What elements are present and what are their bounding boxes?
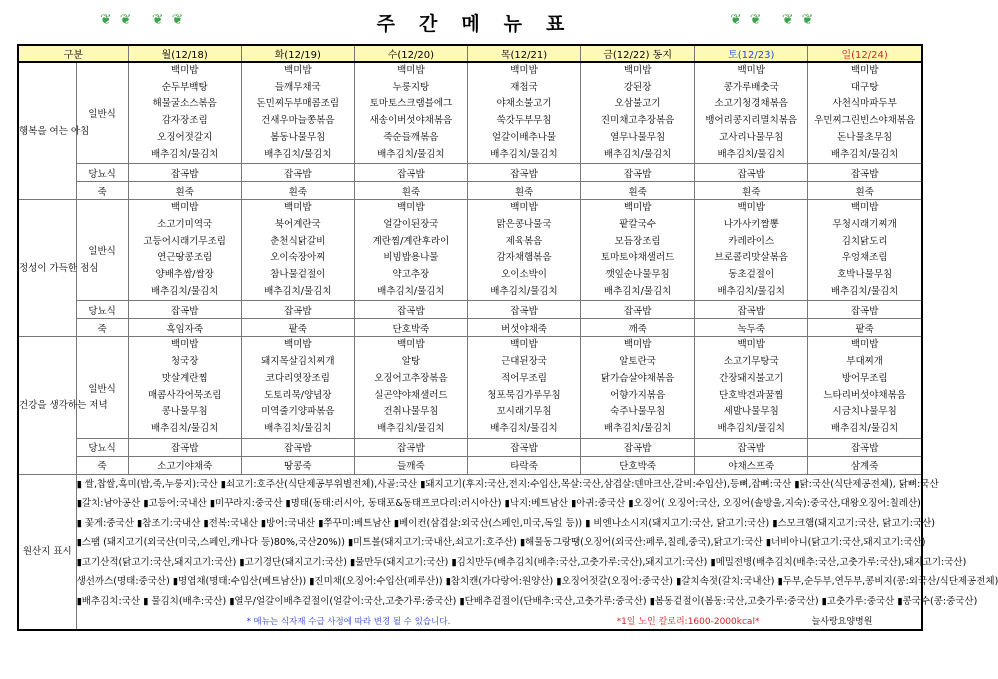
dish-item: 숙주나물무침 — [610, 406, 666, 418]
diabetic-dish: 잡곡밥 — [354, 164, 467, 182]
porridge-dish: 깨죽 — [581, 319, 695, 337]
dish-item: 도토리묵/양념장 — [264, 389, 332, 401]
dish-item: 백미밥 — [623, 202, 652, 214]
dish-item: 실곤약야채샐러드 — [374, 389, 448, 401]
dish-item: 쑥갓두부무침 — [496, 115, 552, 127]
dish-item: 오이소박이 — [501, 269, 547, 281]
dish-item: 사천식마파두부 — [832, 98, 897, 110]
dish-item: 콩나물무침 — [161, 406, 208, 418]
kind-label: 당뇨식 — [76, 301, 128, 319]
diabetic-dish: 잡곡밥 — [241, 438, 354, 456]
dish-item: 백미밥 — [850, 202, 879, 214]
dish-item: 코다리엿장조림 — [265, 372, 330, 384]
dish-item: 비빔밥용나물 — [383, 252, 439, 264]
day-dishes — [241, 337, 354, 438]
porridge-dish: 흰죽 — [467, 182, 580, 200]
dish-item: 얼갈이배추나물 — [491, 131, 557, 143]
porridge-dish: 흰죽 — [695, 182, 808, 200]
kind-label: 일반식 — [76, 200, 128, 301]
kind-label: 죽 — [76, 456, 128, 474]
diabetic-dish: 잡곡밥 — [695, 164, 808, 182]
title-char: 간 — [418, 13, 438, 35]
dish-item: 백미밥 — [737, 339, 765, 351]
day-dishes — [695, 62, 808, 164]
dish-item: 뱅어리콩지리멸치볶음 — [705, 115, 798, 127]
dish-item: 춘천식닭갈비 — [270, 235, 326, 247]
dish-item: 무청시래기찌개 — [832, 218, 897, 230]
dish-item: 오이숙장아찌 — [270, 252, 326, 264]
dish-item: 연근땅콩조림 — [157, 252, 213, 264]
meal-diabetic-row — [18, 438, 922, 456]
origin-row — [18, 474, 922, 630]
kind-label: 당뇨식 — [76, 438, 128, 456]
dish-item: 동초겉절이 — [728, 269, 775, 281]
day-dishes — [808, 200, 922, 301]
day-header: 월(12/18) — [128, 45, 241, 62]
dish-item: 토마토야채샐러드 — [600, 252, 675, 264]
dish-item: 배추김치/물김치 — [150, 285, 219, 297]
meal-porridge-row — [18, 319, 922, 337]
dish-item: 돈민찌두부매콤조림 — [256, 98, 340, 110]
dish-item: 고등어시래기무조림 — [143, 235, 226, 247]
dish-item: 백미밥 — [284, 202, 312, 214]
diabetic-dish: 잡곡밥 — [467, 164, 580, 182]
dish-item: 새송이버섯야채볶음 — [369, 115, 453, 127]
meal-diabetic-row — [18, 164, 922, 182]
dish-item: 배추김치/물김치 — [603, 148, 672, 160]
diabetic-dish: 잡곡밥 — [467, 301, 580, 319]
dish-item: 배추김치/물김치 — [830, 148, 899, 160]
day-dishes — [695, 200, 808, 301]
dish-item: 백미밥 — [623, 65, 652, 76]
dish-item: 백미밥 — [510, 202, 538, 214]
title-char: 주 — [376, 13, 395, 35]
day-dishes — [695, 337, 808, 438]
day-dishes — [354, 337, 467, 438]
menu-change-note: * 메뉴는 식자재 수급 사정에 따라 변경 될 수 있습니다. — [246, 617, 451, 628]
dish-item: 돈나물초무침 — [837, 131, 893, 143]
dish-item: 맛살계란찜 — [161, 372, 208, 384]
day-dishes — [128, 200, 241, 301]
porridge-dish: 야채스프죽 — [695, 456, 808, 474]
porridge-dish: 단호박죽 — [354, 319, 467, 337]
diabetic-dish: 잡곡밥 — [241, 301, 354, 319]
dish-item: 열무나물무침 — [610, 131, 666, 143]
dish-item: 백미밥 — [397, 339, 425, 351]
weekly-menu-table — [17, 44, 998, 631]
dish-item: 야채소불고기 — [496, 98, 552, 110]
dish-item: 건새우마늘쫑볶음 — [261, 115, 335, 127]
dish-item: 방어무조림 — [841, 372, 888, 384]
diabetic-dish: 잡곡밥 — [128, 438, 241, 456]
kind-label: 일반식 — [76, 337, 128, 438]
dish-item: 미역줄기양파볶음 — [261, 406, 335, 418]
diabetic-dish: 잡곡밥 — [808, 301, 922, 319]
porridge-dish: 흰죽 — [581, 182, 695, 200]
origin-line: ▮갈치:남아공산 ▮고등어:국내산 ▮미꾸라지:중국산 ▮명태(동태:러시아, 동태포&동태프코다리:러시아산) ▮낙지:베트남산 ▮아귀:중국산 ▮오징어( 오징어:국산, 오징어(솔방울,지숙):중국산,대왕오징어:칠레산) — [76, 498, 921, 510]
dish-item: 꼬시래기무침 — [496, 406, 552, 418]
dish-item: 건취나물무침 — [383, 406, 439, 418]
dish-item: 봄동나물무침 — [270, 131, 326, 143]
porridge-dish: 들깨죽 — [354, 456, 467, 474]
porridge-dish: 팥죽 — [241, 319, 354, 337]
day-dishes — [467, 337, 580, 438]
dish-item: 배추김치/물김치 — [377, 422, 445, 434]
dish-item: 순두부백탕 — [161, 81, 208, 93]
porridge-dish: 흑임자죽 — [128, 319, 241, 337]
page-title — [0, 9, 941, 36]
dish-item: 배추김치/물김치 — [150, 148, 219, 160]
dish-item: 알탕 — [401, 356, 421, 368]
dish-item: 백미밥 — [850, 65, 879, 76]
dish-item: 오삼불고기 — [614, 98, 661, 110]
sprout-decoration-left: ❦❦ ❦❦ — [100, 12, 192, 28]
day-header: 금(12/22) 동지 — [581, 45, 695, 62]
category-header: 구분 — [18, 45, 128, 62]
dish-item: 배추김치/물김치 — [603, 285, 672, 297]
day-dishes — [808, 337, 922, 438]
title-char: 표 — [546, 13, 565, 35]
title-char: 메 — [461, 13, 480, 35]
dish-item: 진미채고추장볶음 — [600, 115, 675, 127]
dish-item: 나가사키짬뽕 — [723, 218, 779, 230]
kind-label: 죽 — [76, 319, 128, 337]
dish-item: 배추김치/물김치 — [264, 422, 332, 434]
day-header: 목(12/21) — [467, 45, 580, 62]
dish-item: 감자채햄볶음 — [496, 252, 552, 264]
day-header: 화(12/19) — [241, 45, 354, 62]
dish-item: 오징어젓갈지 — [157, 131, 213, 143]
dish-item: 김치닭도리 — [841, 235, 888, 247]
dish-item: 대구탕 — [850, 81, 879, 93]
origin-line: ▮ 꽃게:중국산 ▮참조기:국내산 ▮전복:국내산 ▮방어:국내산 ▮쭈꾸미:베트남산 ▮베이컨(삼겹살:외국산(스페인,미국,독일 등)) ▮ 비엔나소시지(돼지고기:국산, 닭고기:국산) ▮스모크햄(돼지고기:국산, 닭고기:국산) — [76, 517, 935, 529]
day-header: 일(12/24) — [808, 45, 922, 62]
title-char: 뉴 — [503, 13, 523, 35]
porridge-dish: 소고기야채죽 — [128, 456, 241, 474]
dish-item: 백미밥 — [623, 339, 652, 351]
meal-general-row — [18, 62, 922, 164]
meal-name: 건강을 생각하는 저녁 — [18, 337, 76, 474]
meal-general-row — [18, 200, 922, 301]
dish-item: 참나물겉절이 — [270, 269, 326, 281]
dish-item: 깻잎순나물무침 — [605, 269, 670, 281]
porridge-dish: 타락죽 — [467, 456, 580, 474]
dish-item: 카레라이스 — [728, 235, 775, 247]
dish-item: 백미밥 — [170, 202, 199, 214]
day-dishes — [241, 62, 354, 164]
kind-label: 당뇨식 — [76, 164, 128, 182]
porridge-dish: 흰죽 — [241, 182, 354, 200]
kind-label: 일반식 — [76, 62, 128, 164]
meal-porridge-row — [18, 456, 922, 474]
dish-item: 재첩국 — [510, 81, 538, 93]
porridge-dish: 녹두죽 — [695, 319, 808, 337]
dish-item: 고사리나물무침 — [719, 131, 784, 143]
origin-line: ▮배추김치:국산 ▮ 물김치(배추:국산) ▮열무/얼갈이배추겉절이(얼갈이:국산,고춧가루:중국산) ▮단배추겉절이(단배추:국산,고춧가루:중국산) ▮봄동겉절이(봄동:국산,고춧가루:중국산) ▮고춧가루:중국산 ▮콩국수(콩:중국산) — [76, 595, 978, 607]
footer — [77, 611, 921, 629]
dish-item: 약고추장 — [392, 269, 430, 281]
porridge-dish: 단호박죽 — [581, 456, 695, 474]
dish-item: 느타리버섯야채볶음 — [823, 389, 906, 401]
dish-item: 단호박견과꿀찜 — [719, 389, 784, 401]
dish-item: 토마토스크램블에그 — [369, 98, 453, 110]
dish-item: 시금치나물무침 — [832, 406, 897, 418]
diabetic-dish: 잡곡밥 — [581, 164, 695, 182]
diabetic-dish: 잡곡밥 — [467, 438, 580, 456]
dish-item: 백미밥 — [284, 339, 312, 351]
hospital-name: 늘사랑요양병원 — [811, 617, 873, 628]
dish-item: 백미밥 — [397, 65, 425, 76]
dish-item: 배추김치/물김치 — [603, 422, 672, 434]
diabetic-dish: 잡곡밥 — [241, 164, 354, 182]
sprout-decoration-right: ❦❦ ❦❦ — [730, 12, 822, 28]
dish-item: 청국장 — [170, 356, 199, 368]
dish-item: 백미밥 — [510, 339, 538, 351]
dish-item: 북어계란국 — [274, 218, 321, 230]
dish-item: 배추김치/물김치 — [377, 148, 445, 160]
dish-item: 해물굴소스볶음 — [152, 98, 217, 110]
dish-item: 죽순들깨볶음 — [383, 131, 439, 143]
dish-item: 양배추쌈/쌈장 — [155, 269, 214, 281]
diabetic-dish: 잡곡밥 — [354, 301, 467, 319]
origin-line: ▮ 쌀,찹쌀,흑미(밥,죽,누룽지):국산 ▮쇠고기:호주산(식단제공부위별전체),사골:국산 ▮돼지고기(후지:국산,전지:수입산,목살:국산,삼겹살:덴마크산,갈비:수입산),등뼈,잡뼈:국산 ▮닭:국산(식단제공전체), 닭뼈:국산 — [76, 478, 939, 490]
dish-item: 호박나물무침 — [837, 269, 893, 281]
meal-porridge-row — [18, 182, 922, 200]
porridge-dish: 흰죽 — [808, 182, 922, 200]
day-dishes — [467, 200, 580, 301]
dish-item: 맑은콩나물국 — [496, 218, 552, 230]
calorie-note: *1일 노인 칼로리:1600-2000kcal* — [616, 617, 760, 628]
dish-item: 얼갈이된장국 — [383, 218, 439, 230]
diabetic-dish: 잡곡밥 — [695, 438, 808, 456]
dish-item: 배추김치/물김치 — [830, 285, 899, 297]
day-dishes — [581, 337, 695, 438]
diabetic-dish: 잡곡밥 — [808, 164, 922, 182]
meal-diabetic-row — [18, 301, 922, 319]
dish-item: 강된장 — [623, 81, 652, 93]
day-header: 수(12/20) — [354, 45, 467, 62]
dish-item: 백미밥 — [737, 65, 765, 76]
porridge-dish: 흰죽 — [354, 182, 467, 200]
day-dishes — [581, 200, 695, 301]
dish-item: 콩가루배춧국 — [723, 81, 779, 93]
dish-item: 소고기무탕국 — [723, 356, 779, 368]
diabetic-dish: 잡곡밥 — [354, 438, 467, 456]
diabetic-dish: 잡곡밥 — [581, 301, 695, 319]
dish-item: 배추김치/물김치 — [150, 422, 219, 434]
origin-content — [76, 474, 998, 630]
day-dishes — [241, 200, 354, 301]
dish-item: 소고기청경채볶음 — [714, 98, 788, 110]
dish-item: 백미밥 — [737, 202, 765, 214]
dish-item: 돼지목살김치찌개 — [261, 356, 335, 368]
dish-item: 근대된장국 — [501, 356, 547, 368]
day-dishes — [808, 62, 922, 164]
dish-item: 배추김치/물김치 — [490, 422, 558, 434]
diabetic-dish: 잡곡밥 — [808, 438, 922, 456]
dish-item: 백미밥 — [170, 65, 199, 76]
dish-item: 적어무조림 — [501, 372, 547, 384]
dish-item: 들깨무채국 — [274, 81, 321, 93]
dish-item: 브로콜리맛살볶음 — [714, 252, 788, 264]
dish-item: 백미밥 — [397, 202, 425, 214]
porridge-dish: 팥죽 — [808, 319, 922, 337]
dish-item: 소고기미역국 — [157, 218, 213, 230]
origin-label: 원산지 표시 — [18, 474, 76, 630]
day-dishes — [128, 337, 241, 438]
dish-item: 누룽지탕 — [392, 81, 430, 93]
origin-line: 생선까스(명태:중국산) ▮명엽채(명태:수입산(베트남산)) ▮진미채(오징어:수입산(페루산)) ▮참치캔(가다랑어:원양산) ▮오징어젓갈(오징어:중국산) ▮갈치속젓(갈치:국내산) ▮두부,순두부,연두부,콩비지(콩:외국산/식단제공전체) — [76, 576, 998, 588]
dish-item: 백미밥 — [170, 339, 199, 351]
origin-line: ▮고기산적(닭고기:국산,돼지고기:국산) ▮고기경단(돼지고기:국산) ▮물만두(돼지고기:국산) ▮김치만두(배추김치(배추:국산,고춧가루:국산),돼지고기:국산) ▮메밀전병(배추김치(배추:국산,고춧가루:국산),돼지고기:국산) — [76, 556, 967, 568]
dish-item: 닭가슴살야채볶음 — [600, 372, 675, 384]
dish-item: 계란찜/계란후라이 — [372, 235, 450, 247]
dish-item: 배추김치/물김치 — [264, 148, 332, 160]
dish-item: 배추김치/물김치 — [490, 148, 558, 160]
dish-item: 배추김치/물김치 — [717, 422, 785, 434]
meal-general-row — [18, 337, 922, 438]
dish-item: 부대찌개 — [846, 356, 883, 368]
porridge-dish: 삼계죽 — [808, 456, 922, 474]
origin-line: ▮스팸 (돼지고기(외국산(미국,스페인,캐나다 등)80%,국산20%)) ▮미트볼(돼지고기:국내산,쇠고기:호주산) ▮해물동그랑땡(오징어(외국산:페루,칠레,중국),닭고기:국산 ▮너비아니(닭고기:국산,돼지고기:국산) — [76, 537, 926, 549]
porridge-dish: 흰죽 — [128, 182, 241, 200]
diabetic-dish: 잡곡밥 — [128, 301, 241, 319]
day-dishes — [354, 62, 467, 164]
dish-item: 우민찌그린빈스야채볶음 — [814, 115, 916, 127]
day-dishes — [581, 62, 695, 164]
day-dishes — [128, 62, 241, 164]
dish-item: 배추김치/물김치 — [377, 285, 445, 297]
dish-item: 백미밥 — [510, 65, 538, 76]
dish-item: 백미밥 — [284, 65, 312, 76]
porridge-dish: 땅콩죽 — [241, 456, 354, 474]
diabetic-dish: 잡곡밥 — [581, 438, 695, 456]
dish-item: 배추김치/물김치 — [490, 285, 558, 297]
day-header: 토(12/23) — [695, 45, 808, 62]
kind-label: 죽 — [76, 182, 128, 200]
dish-item: 오징어고추장볶음 — [374, 372, 448, 384]
dish-item: 알토란국 — [619, 356, 656, 368]
dish-item: 배추김치/물김치 — [717, 148, 785, 160]
dish-item: 감자장조림 — [161, 115, 208, 127]
dish-item: 배추김치/물김치 — [264, 285, 332, 297]
dish-item: 백미밥 — [850, 339, 879, 351]
meal-name: 행복을 여는 아침 — [18, 62, 76, 200]
dish-item: 제육볶음 — [505, 235, 543, 247]
header-row — [18, 45, 922, 62]
day-dishes — [467, 62, 580, 164]
dish-item: 어향가지볶음 — [610, 389, 666, 401]
dish-item: 배추김치/물김치 — [717, 285, 785, 297]
porridge-dish: 버섯야채죽 — [467, 319, 580, 337]
dish-item: 청포묵김가루무침 — [487, 389, 561, 401]
diabetic-dish: 잡곡밥 — [128, 164, 241, 182]
meal-name: 정성이 가득한 점심 — [18, 200, 76, 337]
dish-item: 모듬장조림 — [614, 235, 661, 247]
day-dishes — [354, 200, 467, 301]
dish-item: 간장돼지불고기 — [719, 372, 784, 384]
dish-item: 매콤사각어묵조림 — [147, 389, 222, 401]
diabetic-dish: 잡곡밥 — [695, 301, 808, 319]
dish-item: 배추김치/물김치 — [830, 422, 899, 434]
dish-item: 우엉채조림 — [841, 252, 888, 264]
dish-item: 세발나물무침 — [723, 406, 779, 418]
dish-item: 팥칼국수 — [619, 218, 656, 230]
